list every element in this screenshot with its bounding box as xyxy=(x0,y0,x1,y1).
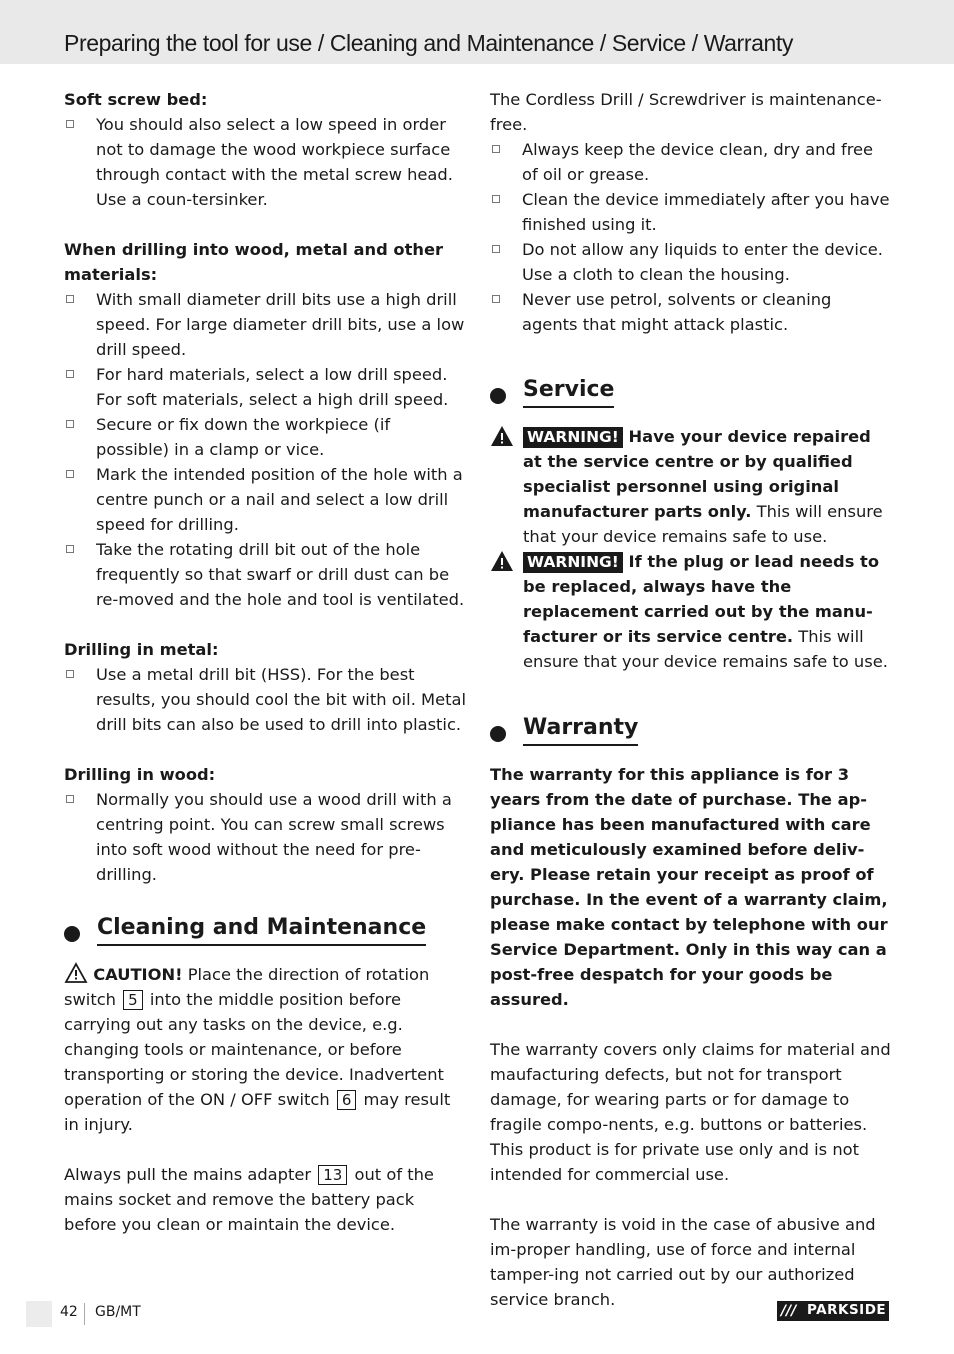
soft-screw-list xyxy=(64,112,466,212)
language-code: GB/MT xyxy=(95,1304,141,1320)
checkbox-bullet-icon xyxy=(66,120,74,128)
bullet-dot-icon xyxy=(64,926,80,942)
warranty-title: Warranty xyxy=(523,712,638,746)
checkbox-bullet-icon xyxy=(492,245,500,253)
warning-triangle-icon xyxy=(64,962,88,984)
drilling-general-list xyxy=(64,287,466,612)
service-warning-2: WARNING! If the plug or lead needs to be replaced, always have the replacement carried out by the manu-facturer or its service centre. This will ensure that your device remains safe to use. xyxy=(490,549,892,674)
checkbox-bullet-icon xyxy=(66,420,74,428)
checkbox-bullet-icon xyxy=(66,470,74,478)
right-column xyxy=(490,87,892,1312)
drilling-metal-list xyxy=(64,662,466,737)
checkbox-bullet-icon xyxy=(66,795,74,803)
caution-label: CAUTION! xyxy=(93,965,183,984)
list-item: With small diameter drill bits use a high drill speed. For large diameter drill bits, use a low drill speed. xyxy=(64,287,466,362)
drilling-wood-heading: Drilling in wood: xyxy=(64,765,216,784)
drilling-general-heading: When drilling into wood, metal and other materials: xyxy=(64,240,444,284)
checkbox-bullet-icon xyxy=(66,370,74,378)
drilling-wood-list xyxy=(64,787,466,887)
list-item: Use a metal drill bit (HSS). For the best results, you should cool the bit with oil. Metal drill bits can also be used to drill into plastic. xyxy=(64,662,466,737)
service-warning-1: WARNING! Have your device repaired at the service centre or by qualified specialist personnel using original manufacturer parts only. This will ensure that your device remains safe to use. xyxy=(490,424,892,549)
warranty-section-heading xyxy=(490,712,892,762)
service-section-heading xyxy=(490,374,892,424)
part-ref-13: 13 xyxy=(318,1165,347,1185)
warranty-coverage-paragraph: The warranty covers only claims for material and maufacturing defects, but not for transport damage, for wearing parts or for damage to fragile compo-nents, e.g. buttons or batteries. This product is for private use only and is not intended for commercial use. xyxy=(490,1040,891,1184)
part-ref-5: 5 xyxy=(123,990,143,1010)
list-item: Take the rotating drill bit out of the hole frequently so that swarf or drill dust can be re-moved and the hole and tool is ventilated. xyxy=(64,537,466,612)
drilling-metal-heading: Drilling in metal: xyxy=(64,640,219,659)
warning-badge: WARNING! xyxy=(523,552,623,573)
list-item: Normally you should use a wood drill with a centring point. You can screw small screws into soft wood without the need for pre-drilling. xyxy=(64,787,466,887)
cleaning-section-heading xyxy=(64,912,466,962)
warranty-bold-paragraph: The warranty for this appliance is for 3 years from the date of purchase. The ap-pliance has been manufactured with care and meticulously examined before deliv-ery. Please retain your receipt as proof of purchase. In the event of a warranty claim, please make contact by telephone with our Service Department. Only in this way can a post-free despatch for your goods be assured. xyxy=(490,765,888,1009)
warning-triangle-icon xyxy=(490,425,514,447)
checkbox-bullet-icon xyxy=(66,295,74,303)
list-item: Clean the device immediately after you have finished using it. xyxy=(490,187,892,237)
list-item: You should also select a low speed in order not to damage the wood workpiece surface through contact with the metal screw head. Use a coun-tersinker. xyxy=(64,112,466,212)
bullet-dot-icon xyxy=(490,388,506,404)
warning-badge: WARNING! xyxy=(523,427,623,448)
warning-triangle-icon xyxy=(490,550,514,572)
checkbox-bullet-icon xyxy=(66,670,74,678)
list-item: Never use petrol, solvents or cleaning agents that might attack plastic. xyxy=(490,287,892,337)
list-item: Always keep the device clean, dry and free of oil or grease. xyxy=(490,137,892,187)
soft-screw-heading: Soft screw bed: xyxy=(64,90,208,109)
list-item: Secure or fix down the workpiece (if possible) in a clamp or vice. xyxy=(64,412,466,462)
list-item: Do not allow any liquids to enter the device. Use a cloth to clean the housing. xyxy=(490,237,892,287)
page-header xyxy=(0,0,954,64)
list-item: For hard materials, select a low drill speed. For soft materials, select a high drill speed. xyxy=(64,362,466,412)
part-ref-6: 6 xyxy=(337,1090,357,1110)
checkbox-bullet-icon xyxy=(492,295,500,303)
maintenance-free-text: The Cordless Drill / Screwdriver is maintenance-free. xyxy=(490,90,882,134)
care-list xyxy=(490,137,892,337)
footer-page-box xyxy=(26,1301,52,1327)
page-number: 42 xyxy=(60,1304,78,1320)
logo-brand: PARKSIDE xyxy=(807,1302,887,1318)
checkbox-bullet-icon xyxy=(492,145,500,153)
checkbox-bullet-icon xyxy=(66,545,74,553)
list-item: Mark the intended position of the hole with a centre punch or a nail and select a low drill speed for drilling. xyxy=(64,462,466,537)
checkbox-bullet-icon xyxy=(492,195,500,203)
bullet-dot-icon xyxy=(490,726,506,742)
cleaning-title: Cleaning and Maintenance xyxy=(97,912,426,946)
footer-divider xyxy=(84,1303,85,1325)
service-title: Service xyxy=(523,374,614,408)
page-title: Preparing the tool for use / Cleaning and Maintenance / Service / Warranty xyxy=(64,30,793,56)
parkside-logo xyxy=(777,1301,889,1321)
left-column xyxy=(64,87,466,1237)
caution-paragraph: CAUTION! Place the direction of rotation switch 5 into the middle position before carrying out any tasks on the device, e.g. changing tools or maintenance, or before transporting or storing the device. Inadvertent operation of the ON / OFF switch 6 may result in injury. xyxy=(64,962,466,1137)
pull-adapter-paragraph: Always pull the mains adapter 13 out of the mains socket and remove the battery pack before you clean or maintain the device. xyxy=(64,1165,434,1234)
logo-stripes: /// xyxy=(781,1303,797,1319)
warranty-void-paragraph: The warranty is void in the case of abusive and im-proper handling, use of force and internal tamper-ing not carried out by our authorized service branch. xyxy=(490,1215,876,1309)
